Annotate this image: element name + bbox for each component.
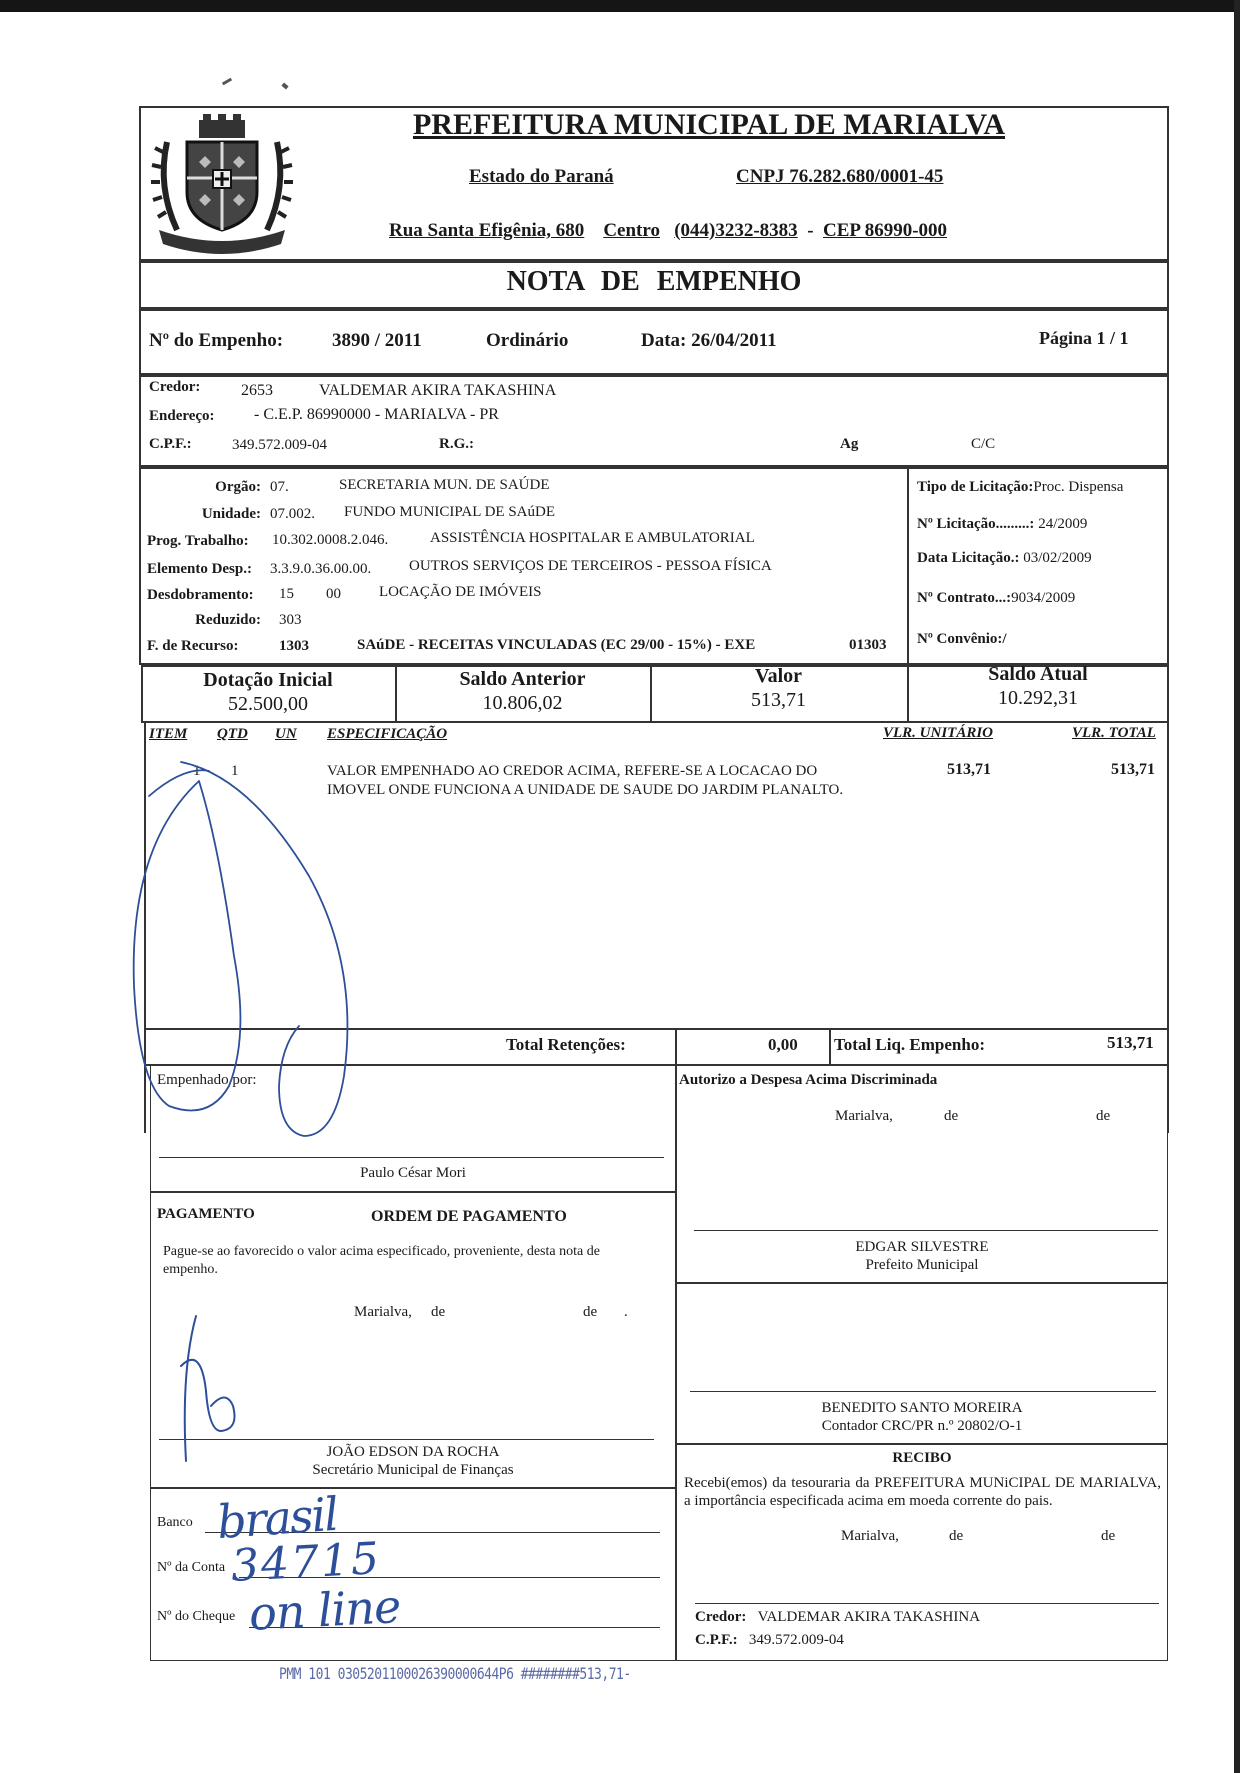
scan-speck [222, 78, 232, 86]
handwritten-signature [89, 726, 419, 1226]
saldo-atual-label: Saldo Atual [988, 663, 1088, 685]
data-licitacao-value: 03/02/2009 [1023, 550, 1092, 566]
item-qtd: 1 [231, 763, 239, 779]
banco-label: Banco [157, 1515, 193, 1530]
contador-nome: BENEDITO SANTO MOREIRA [821, 1400, 1023, 1416]
unidade-code: 07.002. [270, 506, 315, 522]
num-licitacao [917, 516, 1087, 533]
recibo-texto: Recebi(emos) da tesouraria da PREFEITURA MUNiCIPAL DE MARIALVA, a importância especificada acima em moeda corrente do pais. [684, 1475, 1161, 1510]
reduzido-label: Reduzido: [195, 612, 261, 628]
empenhado-nome: Paulo César Mori [360, 1165, 466, 1181]
credor-label: Credor: [149, 379, 201, 395]
unidade-value: FUNDO MUNICIPAL DE SAúDE [344, 504, 555, 520]
document-title: NOTA DE EMPENHO [506, 266, 802, 297]
empenho-label: Nº do Empenho: [149, 330, 284, 351]
elemento-label: Elemento Desp.: [147, 561, 252, 577]
cpf-label: C.P.F.: [149, 436, 192, 452]
saldo-atual-value: 10.292,31 [998, 687, 1078, 709]
recibo-credor [695, 1609, 980, 1626]
autorizo-de1: de [944, 1108, 959, 1124]
col-un: UN [275, 726, 297, 742]
desdobramento-code: 15 [279, 586, 294, 602]
desdobramento-sub: 00 [326, 586, 341, 602]
num-licitacao-label: Nº Licitação.........: [917, 516, 1035, 532]
credor-name: VALDEMAR AKIRA TAKASHINA [319, 382, 557, 399]
recibo-cpf-value: 349.572.009-04 [748, 1632, 844, 1648]
endereco-label: Endereço: [149, 408, 215, 424]
contrato-value: 9034/2009 [1011, 590, 1076, 606]
cnpj-label: CNPJ 76.282.680/0001-45 [736, 166, 944, 187]
recurso-value: SAúDE - RECEITAS VINCULADAS (EC 29/00 - 15%) - EXE [357, 637, 756, 653]
page-number: Página 1 / 1 [1039, 328, 1129, 348]
secretario-nome: JOÃO EDSON DA ROCHA [326, 1444, 500, 1460]
convenio-label: Nº Convênio:/ [917, 631, 1007, 647]
valor-value: 513,71 [751, 689, 806, 711]
autorizo-de2: de [1096, 1108, 1111, 1124]
tipo-licitacao-value: Proc. Dispensa [1033, 479, 1124, 495]
desdobramento-label: Desdobramento: [147, 587, 254, 603]
bank-authentication-stamp: PMM 101 0305201100026390000644P6 ########513,71- [279, 1665, 631, 1684]
contrato-label: Nº Contrato...: [917, 590, 1012, 606]
col-vlr-total: VLR. TOTAL [1072, 725, 1156, 741]
handwritten-conta: 34715 [229, 1533, 383, 1592]
data-licitacao-label: Data Licitação.: [917, 550, 1020, 566]
col-vlr-unitario: VLR. UNITÁRIO [883, 725, 994, 741]
pagamento-de1: de [431, 1304, 446, 1320]
empenhado-label: Empenhado por: [157, 1072, 257, 1088]
empenho-type: Ordinário [486, 330, 569, 351]
credor-code: 2653 [241, 382, 273, 399]
prog-label: Prog. Trabalho: [147, 533, 249, 549]
recibo-cpf [695, 1632, 844, 1649]
tipo-licitacao-label: Tipo de Licitação: [917, 479, 1034, 495]
cheque-label: Nº do Cheque [157, 1609, 236, 1624]
empenho-date: Data: 26/04/2011 [641, 330, 777, 351]
rg-label: R.G.: [439, 436, 474, 452]
recibo-credor-value: VALDEMAR AKIRA TAKASHINA [757, 1609, 981, 1625]
cep: CEP 86990-000 [823, 220, 948, 241]
contador-cargo: Contador CRC/PR n.º 20802/O-1 [821, 1418, 1023, 1434]
autorizo-label: Autorizo a Despesa Acima Discriminada [679, 1072, 938, 1088]
coat-of-arms-icon [147, 112, 297, 260]
reduzido-code: 303 [279, 612, 302, 628]
totais-divider-2 [829, 1028, 831, 1064]
recibo-title: RECIBO [892, 1450, 952, 1466]
orgao-label: Orgão: [215, 479, 261, 495]
prefeito-nome: EDGAR SILVESTRE [855, 1239, 989, 1255]
handwritten-cheque: on line [247, 1579, 402, 1641]
col-especificacao: ESPECIFICAÇÃO [327, 726, 448, 742]
dotacao-value: 52.500,00 [228, 693, 308, 715]
scan-top-edge [0, 0, 1240, 12]
valor-label: Valor [754, 665, 803, 687]
saldo-anterior-value: 10.806,02 [482, 692, 563, 714]
total-retencoes-label: Total Retenções: [506, 1035, 626, 1054]
recurso-code: 1303 [279, 638, 309, 654]
tipo-licitacao [917, 479, 1123, 496]
cpf-value: 349.572.009-04 [232, 437, 327, 453]
item-number: 1 [193, 763, 201, 779]
recurso-label: F. de Recurso: [147, 638, 239, 654]
orcamento-divider [907, 467, 909, 665]
item-total-value: 513,71 [1111, 761, 1155, 778]
pagamento-de2: de [583, 1304, 598, 1320]
total-liq-label: Total Liq. Empenho: [834, 1035, 985, 1054]
orgao-code: 07. [270, 479, 289, 495]
banco-top-line [151, 1487, 675, 1489]
prefeitura-title: PREFEITURA MUNICIPAL DE MARIALVA [412, 108, 1006, 141]
phone: (044)3232-8383 [674, 220, 798, 241]
district: Centro [603, 220, 660, 241]
total-liq-value: 513,71 [1107, 1033, 1154, 1052]
estado-label: Estado do Paraná [469, 166, 614, 187]
unidade-label: Unidade: [201, 506, 261, 522]
secretario-cargo: Secretário Municipal de Finanças [312, 1462, 514, 1478]
pagamento-dot: . [624, 1304, 628, 1320]
prog-value: ASSISTÊNCIA HOSPITALAR E AMBULATORIAL [430, 530, 755, 546]
contador-signature-line [690, 1391, 1156, 1392]
prog-code: 10.302.0008.2.046. [272, 532, 389, 548]
address-line [389, 220, 947, 242]
empenho-number: 3890 / 2011 [332, 330, 422, 351]
col-item: ITEM [149, 726, 188, 742]
recibo-cpf-label: C.P.F.: [695, 1632, 738, 1648]
pagamento-label: PAGAMENTO [157, 1206, 255, 1222]
autorizo-local: Marialva, [835, 1108, 893, 1124]
pagamento-local: Marialva, [354, 1304, 412, 1320]
ordem-pagamento-label: ORDEM DE PAGAMENTO [371, 1208, 567, 1225]
street: Rua Santa Efigênia, 680 [389, 220, 585, 241]
elemento-code: 3.3.9.0.36.00.00. [270, 561, 372, 577]
recibo-top-line [676, 1443, 1168, 1445]
orgao-value: SECRETARIA MUN. DE SAÚDE [339, 477, 550, 493]
col-qtd: QTD [217, 726, 248, 742]
desdobramento-value: LOCAÇÃO DE IMÓVEIS [379, 584, 542, 600]
recurso-number: 01303 [849, 637, 887, 653]
item-unit-value: 513,71 [947, 761, 991, 778]
cc-label: C/C [971, 436, 996, 452]
recibo-credor-label: Credor: [695, 1609, 747, 1625]
contrato [917, 590, 1075, 607]
signatures-divider [675, 1064, 677, 1661]
saldo-anterior-label: Saldo Anterior [459, 668, 586, 690]
nota-de-empenho-form [139, 106, 1169, 1661]
contador-top-line [676, 1282, 1168, 1284]
recibo-de1: de [949, 1528, 964, 1544]
item-description: VALOR EMPENHADO AO CREDOR ACIMA, REFERE-SE A LOCACAO DO IMOVEL ONDE FUNCIONA A UNIDADE DE SAUDE DO JARDIM PLANALTO. [327, 763, 844, 798]
prefeito-signature-line [694, 1230, 1158, 1231]
total-retencoes-value: 0,00 [768, 1035, 798, 1054]
recibo-de2: de [1101, 1528, 1116, 1544]
data-licitacao [917, 550, 1092, 567]
ag-label: Ag [840, 436, 859, 452]
scan-speck [281, 83, 288, 90]
separator: - [807, 220, 814, 241]
handwritten-initials [161, 1311, 251, 1471]
handwritten-banco: brasil [215, 1486, 339, 1550]
recibo-signature-line [695, 1603, 1159, 1604]
elemento-value: OUTROS SERVIÇOS DE TERCEIROS - PESSOA FÍSICA [409, 558, 772, 574]
dotacao-label: Dotação Inicial [203, 669, 333, 691]
recibo-local: Marialva, [841, 1528, 899, 1544]
prefeito-cargo: Prefeito Municipal [865, 1257, 979, 1273]
endereco-value: - C.E.P. 86990000 - MARIALVA - PR [254, 406, 499, 423]
scan-right-edge [1234, 0, 1240, 1773]
conta-label: Nº da Conta [157, 1560, 226, 1575]
num-licitacao-value: 24/2009 [1038, 516, 1088, 532]
pagamento-texto: Pague-se ao favorecido o valor acima especificado, proveniente, desta nota de empenho. [163, 1244, 600, 1277]
